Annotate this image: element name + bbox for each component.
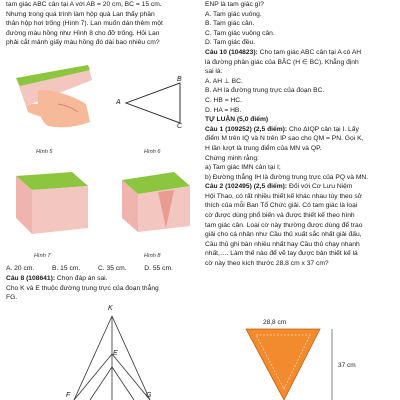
text-line: FG.: [6, 294, 18, 302]
text-line: Chứng minh rằng:: [205, 154, 259, 162]
option-d[interactable]: D. HA = HB.: [205, 106, 242, 114]
option-a[interactable]: A. Tam giác vuông.: [205, 10, 262, 18]
essay-1-title: Câu 1 (109252) (2,5 điểm):: [205, 125, 288, 133]
text-line: sai là:: [205, 68, 223, 76]
answer-d[interactable]: D. 55 cm.: [144, 265, 173, 272]
section-heading: TỰ LUẬN (5,0 điểm): [205, 116, 269, 124]
text-line: tam giác cân. Loại cờ này thường được dùng để trao: [205, 221, 363, 229]
figure-8-box: [118, 168, 193, 243]
option-b[interactable]: B. AH là đường trung trực của đoạn BC.: [205, 87, 325, 95]
text-line: đường màu hồng như Hình 8 cho đỡ trống. Hỏi Lan: [6, 29, 160, 37]
text-line: Cho K và E thuộc đường trung trực của đoạn thẳng: [6, 284, 159, 292]
point-e-label: E: [113, 350, 118, 357]
question-8-prompt: Chọn đáp án sai.: [55, 275, 108, 282]
option-c[interactable]: C. Tam giác vuông cân.: [205, 29, 275, 37]
left-column: [6, 0, 196, 48]
text-line: tam giác ABC cân tại A với AB = 20 cm, BC = 15 cm.: [6, 1, 162, 8]
text-line: thích của mỗi Ban Tổ Chức giải. Có tam giác là loại: [205, 202, 358, 210]
text-line: Cho tam giác ABC cân tại A có AH: [257, 48, 362, 56]
essay-2-title: Câu 2 (102495) (2,5 điểm):: [205, 183, 288, 191]
text-line: H lần lượt là trung điểm của MN và QP.: [205, 144, 322, 152]
text-line: giải cho cá nhân như Cầu thủ xuất sắc nhất giải đấu,: [205, 231, 362, 239]
figure-6-caption: Hình 6: [144, 149, 161, 155]
vertex-a-label: A: [116, 99, 121, 106]
point-k-label: K: [108, 305, 113, 312]
right-column: [205, 0, 394, 269]
vertex-c-label: C: [177, 123, 183, 130]
text-line: cờ này theo kích thước 28,8 cm x 37 cm?: [205, 260, 329, 268]
option-c[interactable]: C. HB = HC.: [205, 96, 242, 104]
option-a[interactable]: A. AH ⊥ BC.: [205, 77, 243, 85]
flag-height-label: 37 cm: [338, 362, 356, 369]
point-f-label: F: [66, 392, 71, 399]
point-g-label: G: [146, 392, 152, 399]
text-line: thân hộp hơi trống (Hình 7). Lan muốn dán thêm một: [6, 20, 163, 28]
figure-5-image: [8, 60, 96, 135]
text-line: phải cắt mảnh giấy màu hồng đó dài bao nhiêu cm?: [6, 39, 160, 47]
figure-kefg: [60, 312, 160, 400]
question-8-title: Câu 8 (108641):: [6, 275, 56, 282]
figure-6-triangle: [120, 75, 190, 130]
option-b[interactable]: B. Tam giác cân.: [205, 20, 255, 28]
text-line: Đối với Cơ Lưu Niệm: [287, 183, 353, 191]
figure-8-caption: Hình 8: [144, 253, 161, 259]
figure-7-caption: Hình 7: [34, 253, 51, 259]
option-d[interactable]: D. Tam giác đều.: [205, 39, 256, 47]
question-8: [6, 274, 196, 303]
vertex-b-label: B: [177, 76, 182, 83]
answer-a[interactable]: A. 20 cm.: [6, 265, 35, 272]
text-line: Hội Thao, có rất nhiều thiết kế khác nhau tùy theo sở: [205, 192, 363, 200]
text-line: cờ được dùng phổ biến và được thiết kế theo hình: [205, 212, 355, 220]
answer-row: [6, 264, 196, 274]
question-10-title: Câu 10 (104823):: [205, 48, 258, 56]
answer-c[interactable]: C. 35 cm.: [97, 265, 127, 272]
text-line: Cho ΔIQP cân tại I. Lấy: [287, 125, 359, 133]
text-line: ENP là tam giác gì?: [205, 1, 264, 8]
flag-width-label: 28,8 cm: [263, 319, 287, 326]
text-line: a) Tam giác IMN cân tại I;: [205, 164, 281, 172]
text-line: Nhưng trong quá trình làm hộp quà Lan thấy phần: [6, 10, 155, 18]
figure-5-caption: Hình 5: [36, 149, 53, 155]
figure-7-box: [12, 168, 92, 243]
text-line: b) Đường thẳng IH là đường trung trực của PQ và MN.: [205, 173, 369, 181]
text-line: Cầu thủ ghi bàn nhiều nhất hay Cầu thủ chạy nhanh: [205, 240, 360, 248]
text-line: là đường phân giác của BÂC (H ∈ BC). Khẳng định: [205, 58, 359, 66]
answer-b[interactable]: B. 15 cm.: [51, 265, 81, 272]
text-line: nhất,…. Làm thế nào để vẽ tay được bản thiết kế lá: [205, 250, 358, 258]
text-line: điểm M trên IQ và N trên IP sao cho QM = PN. Gọi K,: [205, 135, 364, 143]
pennant-flag: [236, 327, 346, 400]
